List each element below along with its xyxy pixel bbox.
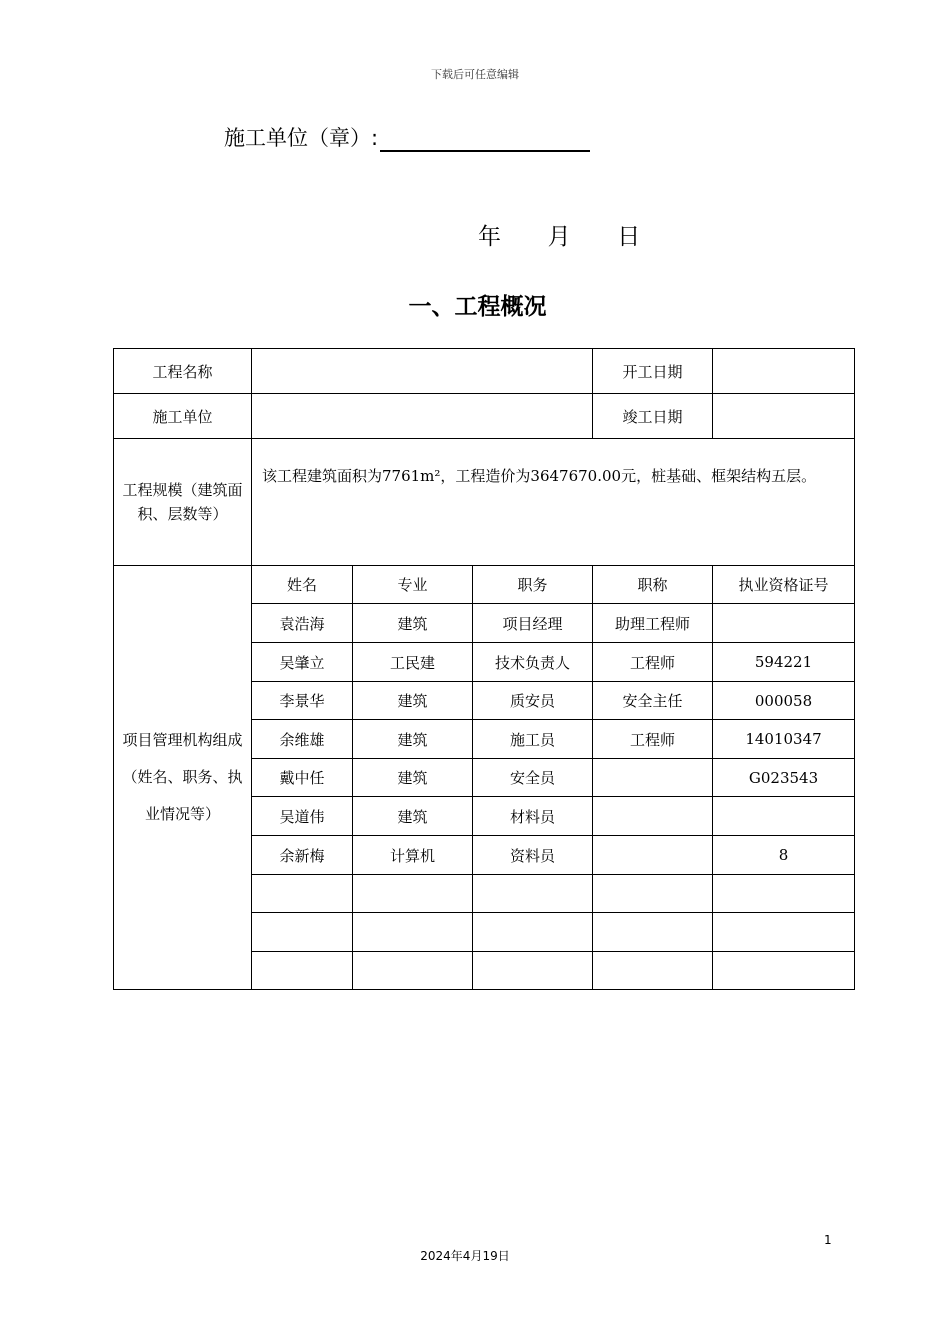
staff-license: 594221 [713, 643, 855, 682]
page-number: 1 [824, 1233, 832, 1247]
date-line [478, 218, 640, 251]
staff-title: 工程师 [593, 643, 713, 682]
staff-license [713, 604, 855, 643]
day-label: 日 [617, 224, 641, 250]
scale-value: 该工程建筑面积为7761m²，工程造价为3647670.00元，桩基础、框架结构五层。 [252, 439, 855, 566]
project-name-label: 工程名称 [114, 349, 252, 394]
staff-position: 技术负责人 [473, 643, 593, 682]
table-row [114, 566, 855, 604]
staff-license [713, 913, 855, 952]
staff-specialty: 建筑 [353, 797, 473, 836]
staff-license [713, 875, 855, 913]
staff-name [252, 875, 353, 913]
staff-position: 安全员 [473, 759, 593, 797]
staff-header-position: 职务 [473, 566, 593, 604]
staff-title [593, 875, 713, 913]
staff-license [713, 952, 855, 990]
staff-header-title: 职称 [593, 566, 713, 604]
footer-date: 2024年4月19日 [420, 1249, 510, 1263]
start-date-value [713, 349, 855, 394]
staff-title: 工程师 [593, 720, 713, 759]
staff-position: 质安员 [473, 682, 593, 720]
staff-specialty: 建筑 [353, 720, 473, 759]
header-note: 下载后可任意编辑 [431, 68, 519, 81]
staff-specialty: 计算机 [353, 836, 473, 875]
staff-name: 余新梅 [252, 836, 353, 875]
staff-license: G023543 [713, 759, 855, 797]
staff-license: 14010347 [713, 720, 855, 759]
completion-date-label: 竣工日期 [593, 394, 713, 439]
staff-header-name: 姓名 [252, 566, 353, 604]
staff-name [252, 952, 353, 990]
staff-position [473, 952, 593, 990]
staff-header-license: 执业资格证号 [713, 566, 855, 604]
completion-date-value [713, 394, 855, 439]
contractor-seal-blank [380, 128, 590, 152]
staff-title: 助理工程师 [593, 604, 713, 643]
staff-title [593, 797, 713, 836]
staff-name: 吴肇立 [252, 643, 353, 682]
table-row [114, 439, 855, 566]
table-row [114, 349, 855, 394]
staff-specialty [353, 913, 473, 952]
staff-specialty: 建筑 [353, 604, 473, 643]
contractor-seal-line [224, 122, 590, 152]
staff-name: 袁浩海 [252, 604, 353, 643]
contractor-seal-label: 施工单位（章）: [224, 126, 379, 150]
staff-name: 余维雄 [252, 720, 353, 759]
staff-specialty: 建筑 [353, 682, 473, 720]
staff-specialty: 建筑 [353, 759, 473, 797]
project-name-value [252, 349, 593, 394]
staff-position: 施工员 [473, 720, 593, 759]
staff-name [252, 913, 353, 952]
staff-position [473, 875, 593, 913]
staff-title [593, 836, 713, 875]
staff-position: 材料员 [473, 797, 593, 836]
staff-license: 8 [713, 836, 855, 875]
scale-label: 工程规模（建筑面积、层数等） [114, 439, 252, 566]
staff-header-specialty: 专业 [353, 566, 473, 604]
staff-title: 安全主任 [593, 682, 713, 720]
table-row [114, 394, 855, 439]
staff-title [593, 759, 713, 797]
project-overview-table [113, 348, 855, 990]
section-title: 一、工程概况 [408, 294, 547, 320]
staff-title [593, 913, 713, 952]
year-label: 年 [478, 224, 501, 250]
contractor-value [252, 394, 593, 439]
staff-title [593, 952, 713, 990]
staff-name: 吴道伟 [252, 797, 353, 836]
contractor-label: 施工单位 [114, 394, 252, 439]
staff-name: 戴中任 [252, 759, 353, 797]
staff-position: 项目经理 [473, 604, 593, 643]
staff-specialty: 工民建 [353, 643, 473, 682]
management-label: 项目管理机构组成（姓名、职务、执业情况等） [114, 566, 252, 990]
start-date-label: 开工日期 [593, 349, 713, 394]
month-label: 月 [547, 224, 571, 250]
staff-name: 李景华 [252, 682, 353, 720]
staff-specialty [353, 952, 473, 990]
staff-license: 000058 [713, 682, 855, 720]
staff-specialty [353, 875, 473, 913]
staff-license [713, 797, 855, 836]
staff-position [473, 913, 593, 952]
staff-position: 资料员 [473, 836, 593, 875]
